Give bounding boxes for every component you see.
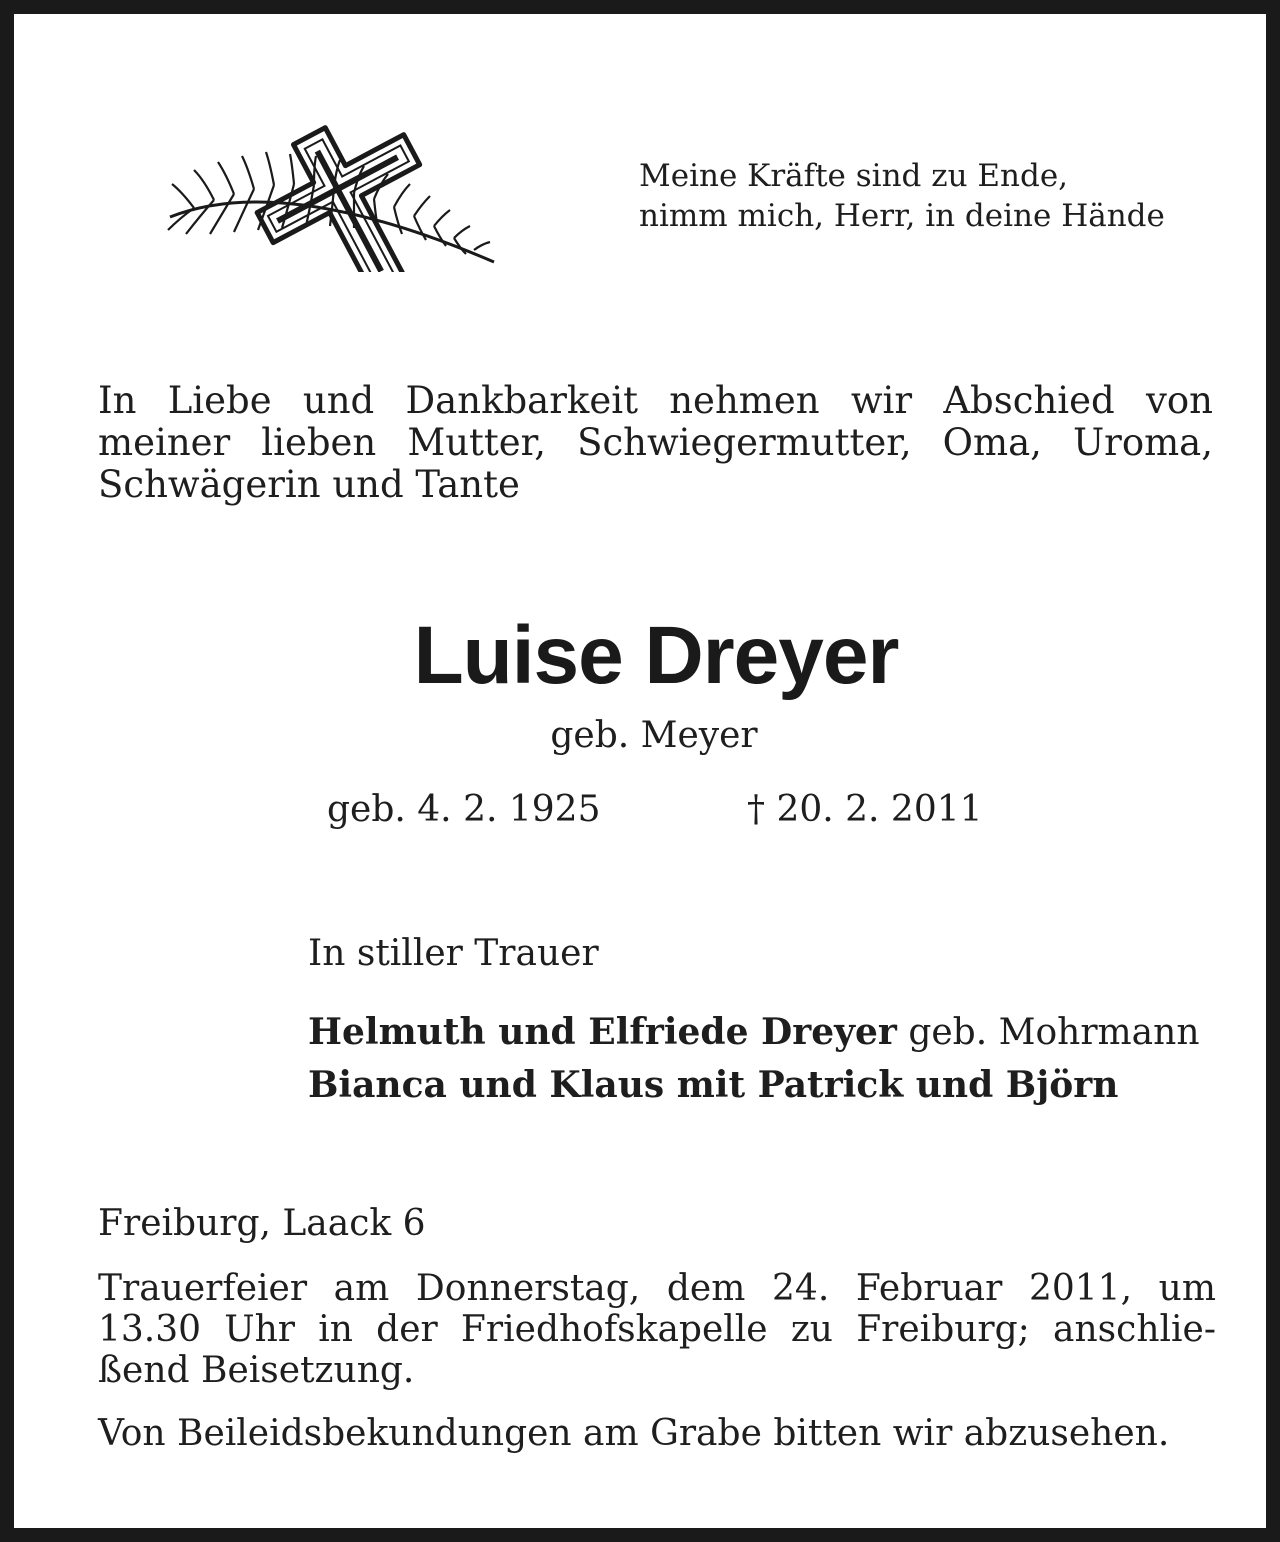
maiden-name: geb. Meyer	[550, 715, 758, 756]
intro-line-1: In Liebe und Dankbarkeit nehmen wir Abschied von	[98, 379, 1213, 422]
mourner-family-2	[308, 1059, 1228, 1112]
service-line-3: ßend Beisetzung.	[98, 1350, 415, 1391]
mourner-family-2-names: Bianca und Klaus mit Patrick und Björn	[308, 1064, 1119, 1106]
intro-line-2: meiner lieben Mutter, Schwiegermutter, Oma, Uroma,	[98, 421, 1213, 464]
mourners-list	[308, 1006, 1228, 1112]
birth-date: geb. 4. 2. 1925	[327, 789, 601, 830]
mourner-family-1-maiden: geb. Mohrmann	[896, 1012, 1200, 1053]
condolence-note: Von Beileidsbekundungen am Grabe bitten wir abzusehen.	[98, 1413, 1170, 1454]
mourner-family-1	[308, 1006, 1228, 1059]
death-date: † 20. 2. 2011	[747, 789, 983, 830]
intro-line-3: Schwägerin und Tante	[98, 463, 520, 506]
address: Freiburg, Laack 6	[98, 1203, 426, 1244]
mourning-heading: In stiller Trauer	[308, 933, 599, 974]
mourner-family-1-names: Helmuth und Elfriede Dreyer	[308, 1011, 897, 1053]
service-line-2: 13.30 Uhr in der Friedhofskapelle zu Freiburg; anschlie-	[98, 1309, 1216, 1350]
intro-paragraph	[98, 380, 1213, 506]
cross-with-palm-branch-icon	[164, 122, 499, 272]
service-line-1: Trauerfeier am Donnerstag, dem 24. Februar 2011, um	[98, 1268, 1216, 1309]
bible-verse	[639, 156, 1239, 236]
deceased-name: Luise Dreyer	[413, 610, 899, 701]
verse-line-2: nimm mich, Herr, in deine Hände	[639, 198, 1165, 234]
verse-line-1: Meine Kräfte sind zu Ende,	[639, 158, 1069, 194]
funeral-service-info	[98, 1268, 1216, 1391]
